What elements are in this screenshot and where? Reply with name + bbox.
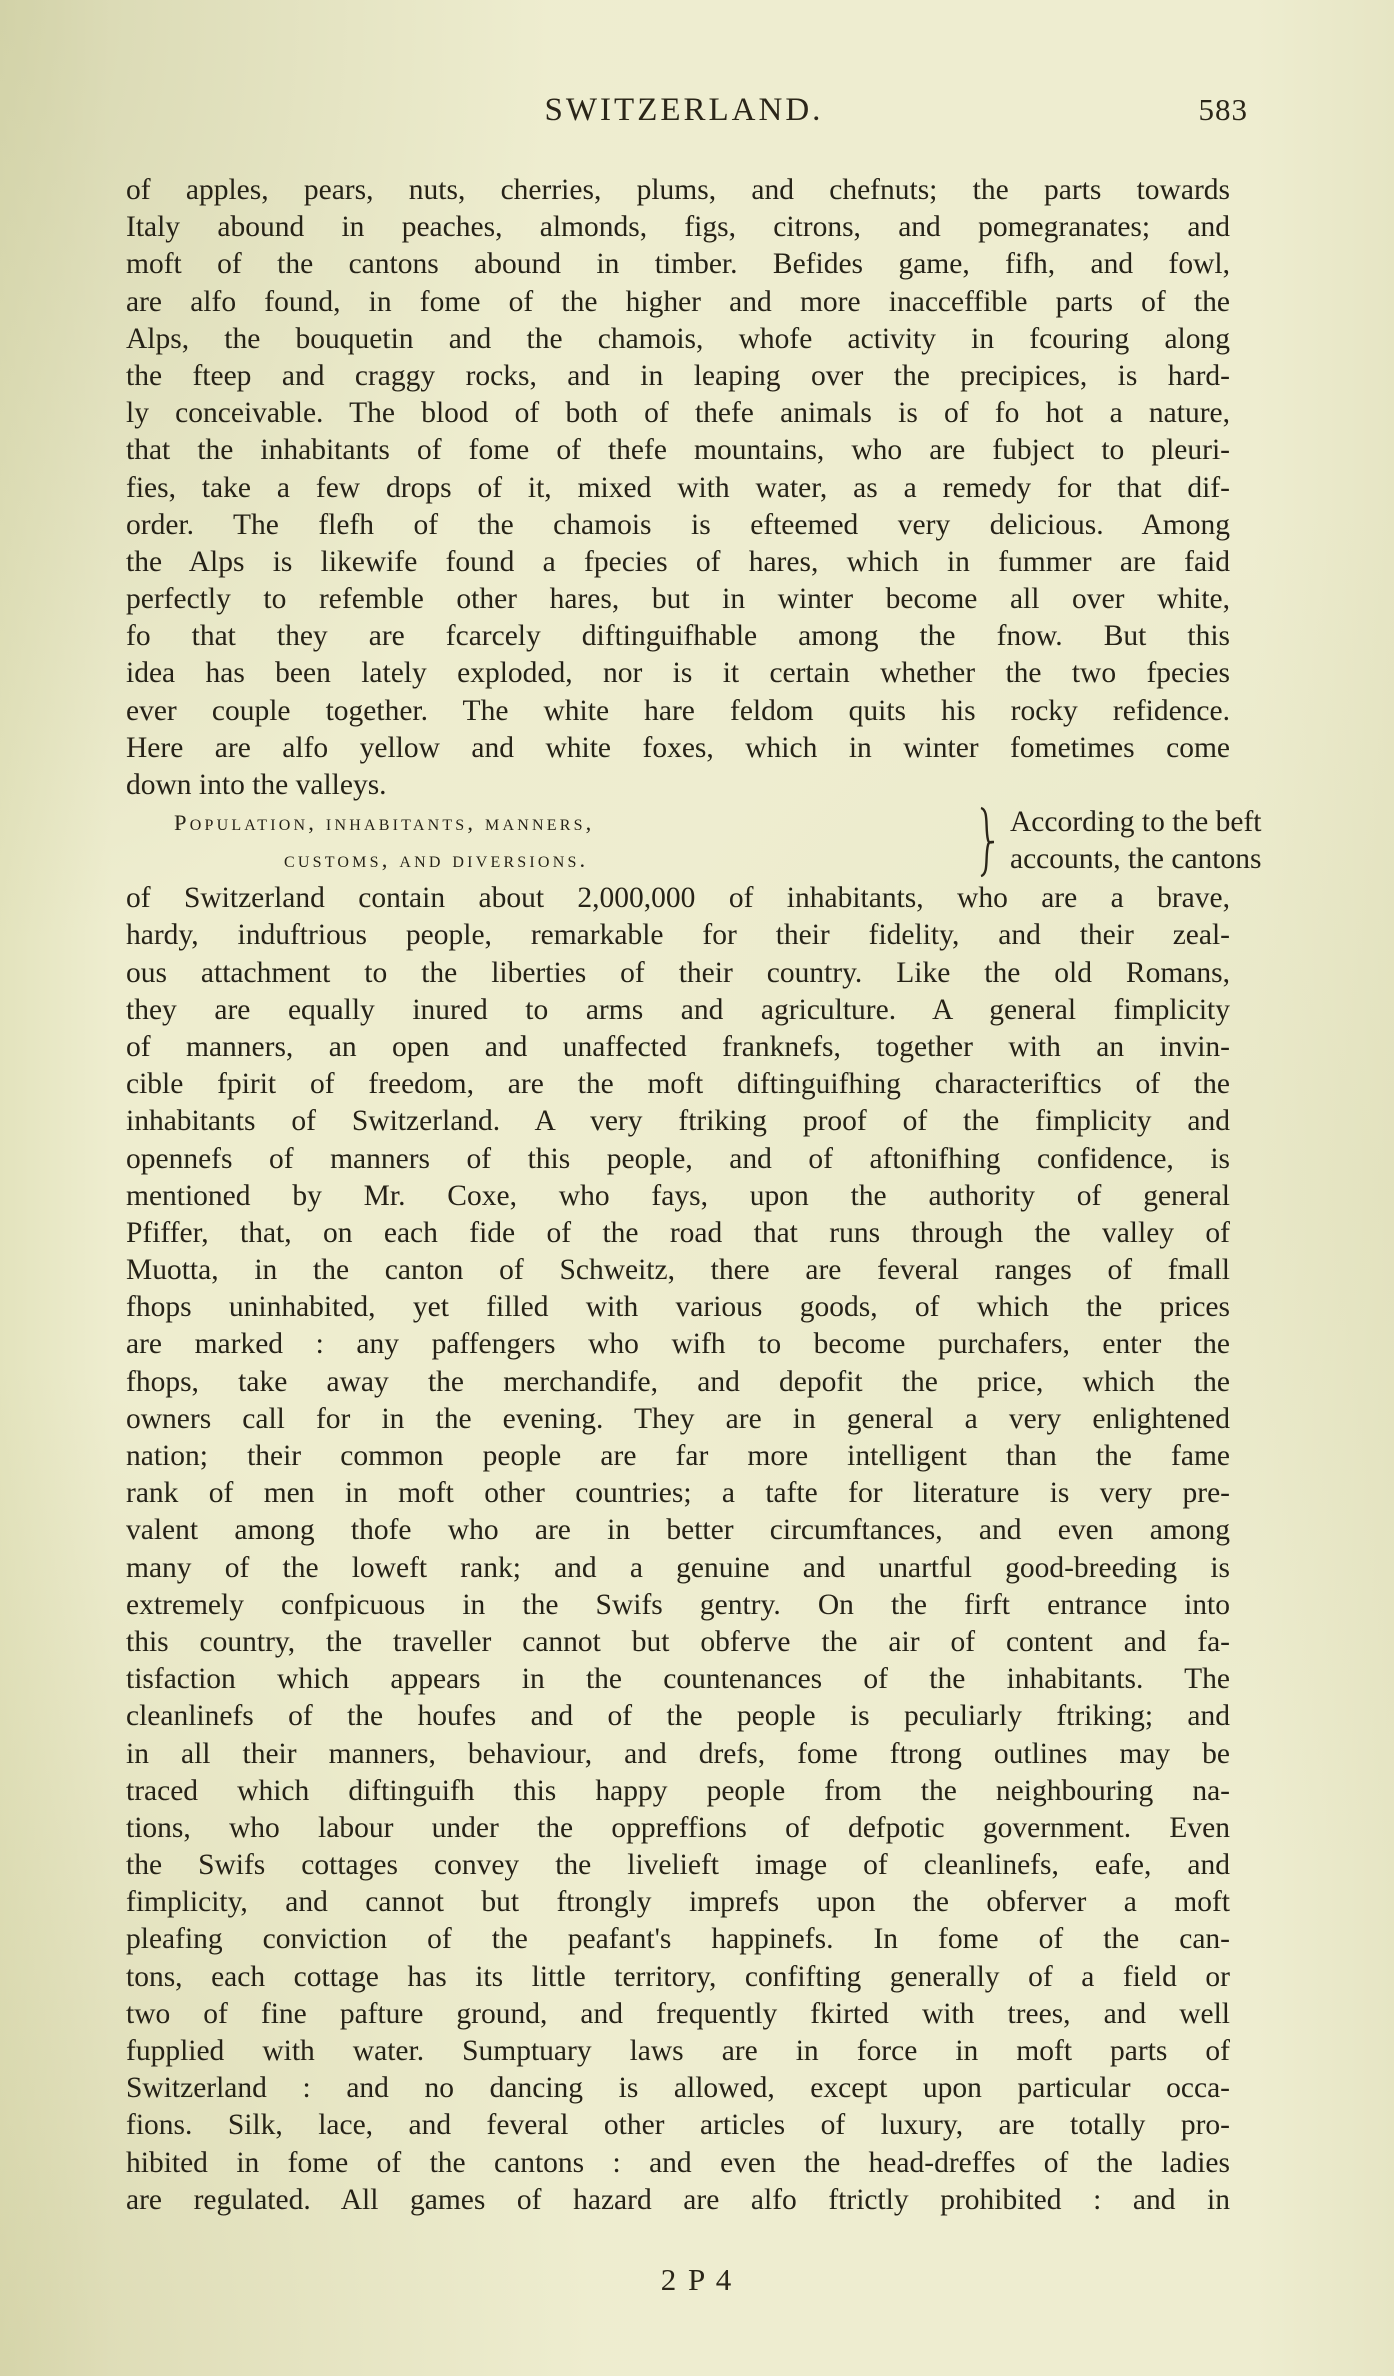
text-line: fo that they are fcarcely diftinguifhable among the fnow. But this xyxy=(126,620,1230,653)
text-line: hibited in fome of the cantons : and even the head-dreffes of the ladies xyxy=(126,2146,1230,2179)
text-line: perfectly to refemble other hares, but in winter become all over white, xyxy=(126,583,1230,616)
text-line: fhops uninhabited, yet filled with various goods, of which the prices xyxy=(126,1291,1230,1324)
text-line: Here are alfo yellow and white foxes, which in winter fometimes come xyxy=(126,731,1230,764)
text-line: down into the valleys. xyxy=(126,769,387,801)
text-line: the Alps is likewife found a fpecies of hares, which in fummer are faid xyxy=(126,545,1230,578)
paragraph-2 xyxy=(126,880,1230,2219)
text-line: fions. Silk, lace, and feveral other articles of luxury, are totally pro- xyxy=(126,2109,1230,2142)
text-line: fies, take a few drops of it, mixed with water, as a remedy for that dif- xyxy=(126,471,1230,504)
text-line: idea has been lately exploded, nor is it certain whether the two fpecies xyxy=(126,657,1230,690)
text-line: traced which diftinguifh this happy people from the neighbouring na- xyxy=(126,1774,1230,1807)
text-line: Alps, the bouquetin and the chamois, whofe activity in fcouring along xyxy=(126,322,1230,355)
text-line: accounts, the cantons xyxy=(1010,843,1262,876)
text-line: they are equally inured to arms and agriculture. A general fimplicity xyxy=(126,993,1230,1026)
text-line: cleanlinefs of the houfes and of the people is peculiarly ftriking; and xyxy=(126,1700,1230,1733)
text-line: nation; their common people are far more intelligent than the fame xyxy=(126,1440,1230,1472)
text-line: mentioned by Mr. Coxe, who fays, upon the authority of general xyxy=(126,1179,1230,1212)
text-line: tions, who labour under the oppreffions of defpotic government. Even xyxy=(126,1811,1230,1844)
text-line: cible fpirit of freedom, are the moft diftinguifhing characteriftics of the xyxy=(126,1068,1230,1101)
text-line: the fteep and craggy rocks, and in leaping over the precipices, is hard- xyxy=(126,359,1230,392)
text-line: extremely confpicuous in the Swifs gentry. On the firft entrance into xyxy=(126,1588,1230,1621)
text-line: ever couple together. The white hare feldom quits his rocky refidence. xyxy=(126,694,1230,727)
section-heading xyxy=(126,804,1262,880)
text-line: order. The flefh of the chamois is efteemed very delicious. Among xyxy=(126,508,1230,541)
text-line: many of the loweft rank; and a genuine and unartful good-breeding is xyxy=(126,1551,1230,1584)
text-line: are alfo found, in fome of the higher and more inacceffible parts of the xyxy=(126,285,1230,318)
section-heading-line: Population, inhabitants, manners, xyxy=(174,810,595,836)
text-line: valent among thofe who are in better circumftances, and even among xyxy=(126,1514,1230,1547)
signature-mark: 2 P 4 xyxy=(660,2262,734,2297)
text-line: fimplicity, and cannot but ftrongly imprefs upon the obferver a moft xyxy=(126,1886,1230,1919)
text-line: pleafing conviction of the peafant's happinefs. In fome of the can- xyxy=(126,1923,1230,1956)
text-line: are regulated. All games of hazard are alfo ftrictly prohibited : and in xyxy=(126,2183,1230,2216)
text-line: of Switzerland contain about 2,000,000 of inhabitants, who are a brave, xyxy=(126,882,1230,915)
text-line: opennefs of manners of this people, and of aftonifhing confidence, is xyxy=(126,1142,1230,1175)
text-line: two of fine pafture ground, and frequently fkirted with trees, and well xyxy=(126,1997,1230,2030)
text-line: this country, the traveller cannot but obferve the air of content and fa- xyxy=(126,1625,1230,1658)
text-line: rank of men in moft other countries; a tafte for literature is very pre- xyxy=(126,1477,1230,1510)
running-title: SWITZERLAND. xyxy=(544,92,824,128)
text-line: of manners, an open and unaffected franknefs, together with an invin- xyxy=(126,1030,1230,1063)
section-heading-title xyxy=(174,804,970,878)
text-line: tisfaction which appears in the countenances of the inhabitants. The xyxy=(126,1663,1230,1696)
text-line: hardy, induftrious people, remarkable for their fidelity, and their zeal- xyxy=(126,919,1230,952)
text-line: moft of the cantons abound in timber. Befides game, fifh, and fowl, xyxy=(126,248,1230,281)
text-line: ous attachment to the liberties of their country. Like the old Romans, xyxy=(126,956,1230,989)
running-head xyxy=(120,92,1248,142)
text-line: owners call for in the evening. They are in general a very enlightened xyxy=(126,1402,1230,1435)
text-line: fhops, take away the merchandife, and depofit the price, which the xyxy=(126,1365,1230,1398)
text-line: in all their manners, behaviour, and drefs, fome ftrong outlines may be xyxy=(126,1737,1230,1770)
curly-brace-icon xyxy=(978,806,996,878)
text-line: that the inhabitants of fome of thefe mountains, who are fubject to pleuri- xyxy=(126,434,1230,467)
section-heading-line: customs, and diversions. xyxy=(284,847,589,873)
text-line: Pfiffer, that, on each fide of the road that runs through the valley of xyxy=(126,1216,1230,1249)
section-heading-aside xyxy=(1010,804,1262,878)
body-text xyxy=(126,172,1262,2219)
text-line: inhabitants of Switzerland. A very ftriking proof of the fimplicity and xyxy=(126,1105,1230,1138)
text-line: are marked : any paffengers who wifh to become purchafers, enter the xyxy=(126,1328,1230,1361)
text-line: Switzerland : and no dancing is allowed, except upon particular occa- xyxy=(126,2072,1230,2105)
text-line: fupplied with water. Sumptuary laws are in force in moft parts of xyxy=(126,2035,1230,2067)
text-line: ly conceivable. The blood of both of thefe animals is of fo hot a nature, xyxy=(126,397,1230,430)
text-line: tons, each cottage has its little territory, confifting generally of a field or xyxy=(126,1960,1230,1993)
text-line: Italy abound in peaches, almonds, figs, citrons, and pomegranates; and xyxy=(126,211,1230,244)
text-line: of apples, pears, nuts, cherries, plums, and chefnuts; the parts towards xyxy=(126,174,1230,206)
text-line: the Swifs cottages convey the livelieft image of cleanlinefs, eafe, and xyxy=(126,1849,1230,1882)
text-line: Muotta, in the canton of Schweitz, there are feveral ranges of fmall xyxy=(126,1254,1230,1287)
text-line: According to the beft xyxy=(1010,806,1262,839)
page-number: 583 xyxy=(1198,92,1248,127)
paragraph-1 xyxy=(126,172,1230,804)
